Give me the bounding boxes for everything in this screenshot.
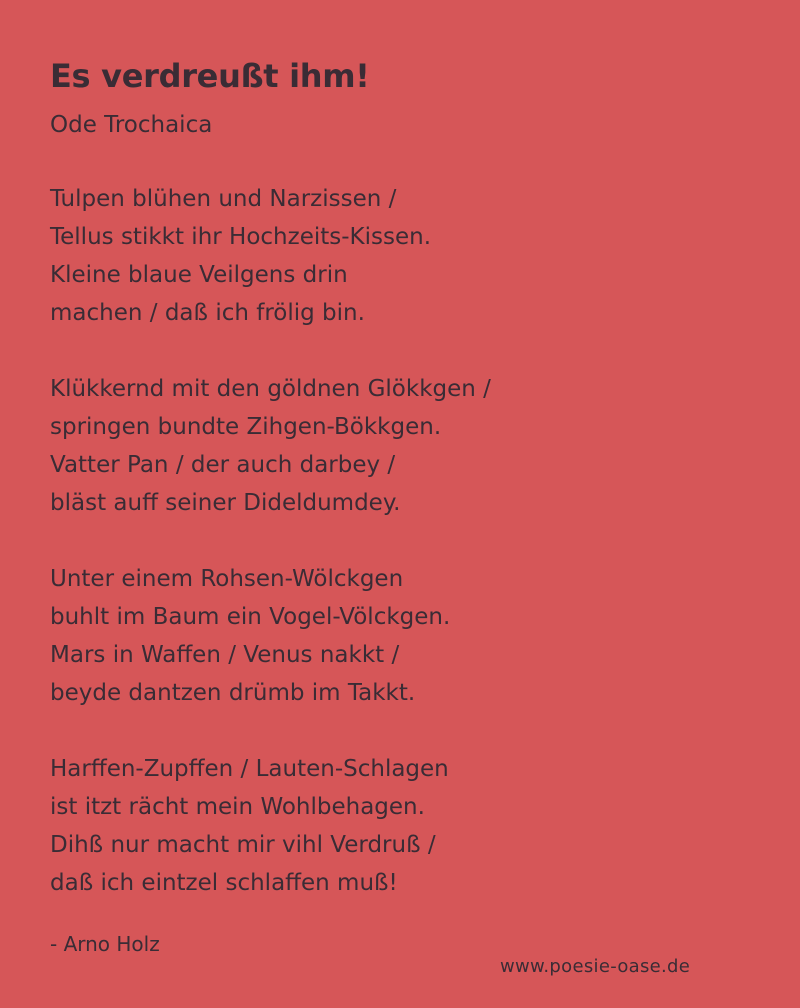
poem-body [50,180,750,902]
poem-line: springen bundte Zihgen-Bökkgen. [50,414,442,440]
stanza-3 [50,560,750,712]
poem-line: ist itzt rächt mein Wohlbehagen. [50,794,425,820]
poem-line: buhlt im Baum ein Vogel-Völckgen. [50,604,451,630]
poem-line: Harffen-Zupffen / Lauten-Schlagen [50,756,449,782]
website-link[interactable]: www.poesie-oase.de [500,956,691,977]
poem-line: bläst auff seiner Dideldumdey. [50,490,401,516]
poem-line: daß ich eintzel schlaffen muß! [50,870,398,896]
stanza-1 [50,180,750,332]
stanza-4 [50,750,750,902]
poem-line: Kleine blaue Veilgens drin [50,262,348,288]
poem-line: Klükkernd mit den göldnen Glökkgen / [50,376,491,402]
poem-line: Unter einem Rohsen-Wölckgen [50,566,404,592]
poem-line: Tellus stikkt ihr Hochzeits-Kissen. [50,224,432,250]
stanza-2 [50,370,750,522]
poem-line: Vatter Pan / der auch darbey / [50,452,396,478]
poem-author: - Arno Holz [50,932,160,956]
poem-card [50,52,750,940]
poem-line: Dihß nur macht mir vihl Verdruß / [50,832,436,858]
poem-line: machen / daß ich frölig bin. [50,300,365,326]
poem-line: Mars in Waffen / Venus nakkt / [50,642,400,668]
poem-line: Tulpen blühen und Narzissen / [50,186,397,212]
poem-title: Es verdreußt ihm! [50,57,370,95]
poem-subtitle: Ode Trochaica [50,112,213,138]
poem-line: beyde dantzen drümb im Takkt. [50,680,416,706]
